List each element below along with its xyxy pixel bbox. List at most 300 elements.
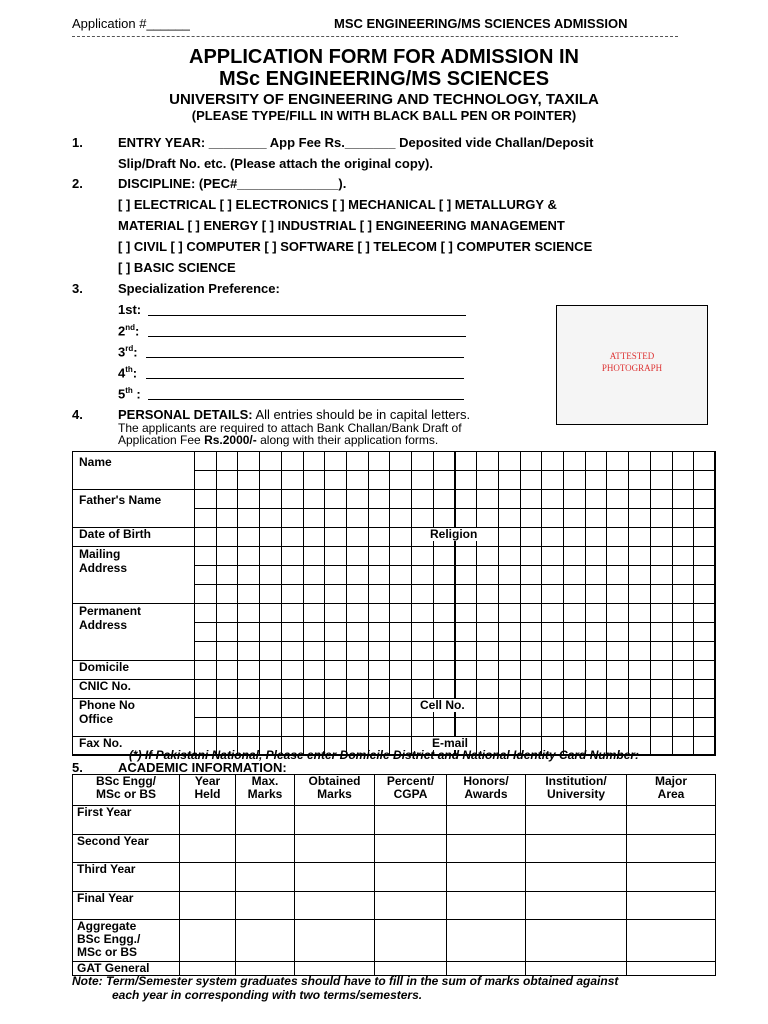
entry-box[interactable] [520,508,543,528]
entry-box[interactable] [303,470,326,490]
entry-box[interactable] [606,546,629,566]
entry-box[interactable] [520,698,543,718]
entry-box[interactable] [672,565,695,585]
table-cell[interactable] [627,892,716,920]
entry-box[interactable] [194,622,217,642]
table-cell[interactable] [627,835,716,863]
entry-box[interactable] [455,565,478,585]
entry-box[interactable] [368,565,391,585]
entry-box[interactable] [585,679,608,699]
entry-box[interactable] [498,527,521,547]
discipline-options-row[interactable]: [ ] BASIC SCIENCE [118,260,236,275]
table-cell[interactable] [375,835,447,863]
entry-box[interactable] [455,622,478,642]
entry-box[interactable] [216,641,239,661]
entry-box[interactable] [389,470,412,490]
entry-box[interactable] [346,603,369,623]
entry-box[interactable] [541,717,564,737]
entry-box[interactable] [259,527,282,547]
entry-box[interactable] [650,451,673,471]
entry-box[interactable] [346,565,369,585]
entry-box[interactable] [628,603,651,623]
entry-box[interactable] [237,641,260,661]
entry-box[interactable] [650,698,673,718]
table-cell[interactable] [180,892,236,920]
entry-box[interactable] [303,451,326,471]
entry-box[interactable] [259,698,282,718]
entry-box[interactable] [194,489,217,509]
pref-3-input[interactable] [146,357,464,358]
entry-box[interactable] [303,565,326,585]
discipline-options-row[interactable]: MATERIAL [ ] ENERGY [ ] INDUSTRIAL [ ] ENGINEERING MANAGEMENT [118,218,565,233]
entry-box[interactable] [672,698,695,718]
entry-box[interactable] [389,508,412,528]
entry-box[interactable] [541,546,564,566]
entry-box[interactable] [433,565,456,585]
entry-box[interactable] [585,470,608,490]
entry-box[interactable] [606,489,629,509]
table-cell[interactable] [526,920,627,962]
entry-box[interactable] [693,527,716,547]
entry-box[interactable] [628,565,651,585]
entry-box[interactable] [541,489,564,509]
entry-box[interactable] [520,660,543,680]
entry-box[interactable] [650,660,673,680]
entry-box[interactable] [628,508,651,528]
entry-box[interactable] [520,489,543,509]
entry-box[interactable] [346,641,369,661]
entry-box[interactable] [606,451,629,471]
table-cell[interactable] [236,920,295,962]
entry-box[interactable] [498,451,521,471]
entry-box[interactable] [346,584,369,604]
entry-box[interactable] [346,679,369,699]
entry-box[interactable] [216,603,239,623]
entry-box[interactable] [368,527,391,547]
entry-box[interactable] [476,470,499,490]
table-cell[interactable] [447,920,526,962]
entry-box[interactable] [628,679,651,699]
entry-box[interactable] [455,717,478,737]
table-cell[interactable] [295,892,375,920]
entry-box[interactable] [237,565,260,585]
entry-box[interactable] [498,698,521,718]
table-cell[interactable] [447,863,526,892]
entry-box[interactable] [541,451,564,471]
entry-box[interactable] [672,660,695,680]
entry-box[interactable] [520,584,543,604]
entry-box[interactable] [368,641,391,661]
entry-box[interactable] [389,679,412,699]
entry-box[interactable] [520,717,543,737]
entry-box[interactable] [216,546,239,566]
entry-box[interactable] [650,584,673,604]
entry-box[interactable] [672,451,695,471]
entry-box[interactable] [433,641,456,661]
entry-box[interactable] [216,698,239,718]
entry-box[interactable] [585,489,608,509]
entry-box[interactable] [476,603,499,623]
entry-box[interactable] [324,470,347,490]
table-cell[interactable] [236,892,295,920]
entry-box[interactable] [520,679,543,699]
table-cell[interactable] [295,920,375,962]
entry-box[interactable] [411,470,434,490]
entry-box[interactable] [303,679,326,699]
entry-box[interactable] [433,546,456,566]
entry-box[interactable] [303,698,326,718]
table-cell[interactable] [236,863,295,892]
entry-box[interactable] [389,641,412,661]
entry-box[interactable] [455,603,478,623]
entry-box[interactable] [693,565,716,585]
entry-box[interactable] [281,660,304,680]
entry-box[interactable] [216,527,239,547]
entry-box[interactable] [455,546,478,566]
entry-box[interactable] [303,622,326,642]
entry-box[interactable] [693,451,716,471]
entry-box[interactable] [476,584,499,604]
entry-box[interactable] [259,546,282,566]
entry-box[interactable] [672,489,695,509]
entry-box[interactable] [368,508,391,528]
entry-box[interactable] [498,584,521,604]
entry-box[interactable] [606,508,629,528]
entry-box[interactable] [433,717,456,737]
entry-box[interactable] [237,717,260,737]
entry-box[interactable] [563,660,586,680]
entry-box[interactable] [628,717,651,737]
entry-box[interactable] [693,660,716,680]
entry-box[interactable] [433,622,456,642]
entry-box[interactable] [346,622,369,642]
entry-box[interactable] [498,508,521,528]
table-cell[interactable] [447,806,526,835]
entry-box[interactable] [563,565,586,585]
entry-box[interactable] [324,584,347,604]
entry-box[interactable] [303,527,326,547]
entry-box[interactable] [541,641,564,661]
table-cell[interactable] [627,920,716,962]
entry-box[interactable] [628,698,651,718]
entry-box[interactable] [346,546,369,566]
entry-box[interactable] [650,546,673,566]
entry-box[interactable] [693,470,716,490]
entry-box[interactable] [346,470,369,490]
entry-box[interactable] [389,622,412,642]
entry-box[interactable] [433,679,456,699]
entry-box[interactable] [476,641,499,661]
entry-box[interactable] [237,527,260,547]
entry-box[interactable] [541,527,564,547]
entry-box[interactable] [216,508,239,528]
entry-box[interactable] [498,679,521,699]
entry-box[interactable] [498,717,521,737]
entry-box[interactable] [650,527,673,547]
entry-box[interactable] [672,527,695,547]
entry-box[interactable] [498,622,521,642]
entry-box[interactable] [628,489,651,509]
entry-box[interactable] [194,603,217,623]
entry-box[interactable] [216,679,239,699]
entry-box[interactable] [606,584,629,604]
entry-box[interactable] [324,698,347,718]
entry-box[interactable] [216,717,239,737]
entry-box[interactable] [259,565,282,585]
entry-box[interactable] [541,508,564,528]
entry-box[interactable] [520,641,543,661]
entry-box[interactable] [389,660,412,680]
entry-box[interactable] [563,603,586,623]
entry-box[interactable] [563,584,586,604]
entry-box[interactable] [346,660,369,680]
entry-box[interactable] [411,565,434,585]
entry-box[interactable] [324,717,347,737]
entry-box[interactable] [216,489,239,509]
entry-box[interactable] [476,451,499,471]
entry-box[interactable] [259,641,282,661]
entry-box[interactable] [563,527,586,547]
entry-box[interactable] [693,641,716,661]
entry-box[interactable] [433,489,456,509]
entry-box[interactable] [650,565,673,585]
entry-box[interactable] [672,679,695,699]
entry-box[interactable] [498,489,521,509]
entry-box[interactable] [346,508,369,528]
entry-box[interactable] [650,508,673,528]
entry-box[interactable] [259,717,282,737]
entry-box[interactable] [563,622,586,642]
entry-box[interactable] [324,622,347,642]
entry-box[interactable] [389,527,412,547]
entry-box[interactable] [498,641,521,661]
entry-box[interactable] [672,470,695,490]
entry-box[interactable] [389,546,412,566]
entry-box[interactable] [563,470,586,490]
entry-box[interactable] [303,489,326,509]
entry-box[interactable] [476,546,499,566]
table-cell[interactable] [180,835,236,863]
table-cell[interactable] [236,835,295,863]
entry-box[interactable] [216,565,239,585]
entry-box[interactable] [628,660,651,680]
entry-box[interactable] [498,565,521,585]
entry-box[interactable] [541,603,564,623]
entry-box[interactable] [259,584,282,604]
entry-box[interactable] [563,698,586,718]
entry-box[interactable] [303,603,326,623]
entry-box[interactable] [455,660,478,680]
entry-box[interactable] [324,660,347,680]
entry-box[interactable] [281,451,304,471]
entry-box[interactable] [650,679,673,699]
entry-box[interactable] [411,584,434,604]
entry-box[interactable] [259,470,282,490]
entry-box[interactable] [455,508,478,528]
entry-box[interactable] [346,451,369,471]
table-cell[interactable] [375,920,447,962]
entry-box[interactable] [281,565,304,585]
entry-box[interactable] [693,698,716,718]
entry-box[interactable] [455,489,478,509]
photo-box[interactable] [556,305,708,425]
entry-box[interactable] [281,698,304,718]
entry-box[interactable] [650,603,673,623]
entry-box[interactable] [693,584,716,604]
entry-box[interactable] [237,489,260,509]
table-cell[interactable] [526,806,627,835]
entry-box[interactable] [585,717,608,737]
entry-box[interactable] [303,641,326,661]
entry-box[interactable] [476,717,499,737]
entry-box[interactable] [281,641,304,661]
table-cell[interactable] [295,863,375,892]
entry-box[interactable] [585,698,608,718]
entry-box[interactable] [585,584,608,604]
entry-box[interactable] [303,660,326,680]
entry-box[interactable] [650,489,673,509]
entry-year-field[interactable]: ENTRY YEAR: ________ App Fee Rs._______ Deposited vide Challan/Deposit [118,135,594,150]
entry-box[interactable] [628,527,651,547]
entry-box[interactable] [672,546,695,566]
entry-box[interactable] [237,603,260,623]
entry-box[interactable] [281,717,304,737]
entry-box[interactable] [411,489,434,509]
entry-box[interactable] [368,546,391,566]
entry-box[interactable] [237,622,260,642]
entry-box[interactable] [216,451,239,471]
table-cell[interactable] [295,835,375,863]
entry-box[interactable] [520,603,543,623]
entry-box[interactable] [303,508,326,528]
entry-box[interactable] [237,698,260,718]
entry-box[interactable] [194,660,217,680]
table-cell[interactable] [295,806,375,835]
entry-box[interactable] [368,679,391,699]
entry-box[interactable] [433,603,456,623]
entry-box[interactable] [389,451,412,471]
entry-box[interactable] [650,717,673,737]
entry-box[interactable] [476,660,499,680]
entry-box[interactable] [585,546,608,566]
discipline-options-row[interactable]: [ ] ELECTRICAL [ ] ELECTRONICS [ ] MECHANICAL [ ] METALLURGY & [118,197,557,212]
entry-box[interactable] [411,603,434,623]
entry-box[interactable] [389,565,412,585]
entry-box[interactable] [216,622,239,642]
entry-box[interactable] [541,470,564,490]
entry-box[interactable] [237,679,260,699]
table-cell[interactable] [375,892,447,920]
entry-box[interactable] [672,603,695,623]
entry-box[interactable] [476,508,499,528]
entry-box[interactable] [672,508,695,528]
entry-box[interactable] [368,622,391,642]
entry-box[interactable] [541,679,564,699]
entry-box[interactable] [346,527,369,547]
entry-box[interactable] [194,565,217,585]
entry-box[interactable] [368,660,391,680]
entry-box[interactable] [368,698,391,718]
entry-box[interactable] [693,546,716,566]
table-cell[interactable] [180,806,236,835]
entry-box[interactable] [455,641,478,661]
table-cell[interactable] [375,806,447,835]
entry-box[interactable] [585,527,608,547]
entry-box[interactable] [324,641,347,661]
discipline-field[interactable]: DISCIPLINE: (PEC#______________). [118,176,347,191]
entry-box[interactable] [672,584,695,604]
entry-box[interactable] [606,679,629,699]
entry-box[interactable] [628,451,651,471]
entry-box[interactable] [650,470,673,490]
entry-box[interactable] [411,546,434,566]
entry-box[interactable] [194,698,217,718]
entry-box[interactable] [672,717,695,737]
entry-box[interactable] [433,660,456,680]
entry-box[interactable] [194,717,217,737]
entry-box[interactable] [606,470,629,490]
entry-box[interactable] [520,527,543,547]
entry-box[interactable] [237,546,260,566]
entry-box[interactable] [585,508,608,528]
entry-box[interactable] [672,641,695,661]
entry-box[interactable] [563,508,586,528]
entry-box[interactable] [411,451,434,471]
entry-box[interactable] [368,717,391,737]
pref-2-input[interactable] [148,336,466,337]
entry-box[interactable] [194,451,217,471]
pref-4-input[interactable] [146,378,464,379]
table-cell[interactable] [180,920,236,962]
entry-box[interactable] [520,622,543,642]
entry-box[interactable] [585,565,608,585]
entry-box[interactable] [324,679,347,699]
table-cell[interactable] [447,835,526,863]
entry-box[interactable] [389,698,412,718]
table-cell[interactable] [236,806,295,835]
entry-box[interactable] [216,470,239,490]
entry-box[interactable] [389,603,412,623]
entry-box[interactable] [520,546,543,566]
entry-box[interactable] [606,698,629,718]
entry-box[interactable] [606,603,629,623]
entry-box[interactable] [498,603,521,623]
entry-box[interactable] [259,508,282,528]
entry-box[interactable] [628,641,651,661]
entry-box[interactable] [324,489,347,509]
entry-box[interactable] [368,584,391,604]
entry-box[interactable] [650,622,673,642]
entry-box[interactable] [281,622,304,642]
entry-box[interactable] [606,717,629,737]
entry-box[interactable] [281,584,304,604]
entry-box[interactable] [628,622,651,642]
entry-box[interactable] [259,603,282,623]
table-cell[interactable] [627,806,716,835]
entry-box[interactable] [606,565,629,585]
entry-box[interactable] [259,451,282,471]
entry-box[interactable] [585,641,608,661]
entry-box[interactable] [411,679,434,699]
table-cell[interactable] [180,863,236,892]
entry-box[interactable] [324,508,347,528]
entry-box[interactable] [520,565,543,585]
entry-box[interactable] [498,546,521,566]
entry-box[interactable] [563,717,586,737]
entry-box[interactable] [693,622,716,642]
entry-box[interactable] [672,622,695,642]
entry-box[interactable] [476,565,499,585]
